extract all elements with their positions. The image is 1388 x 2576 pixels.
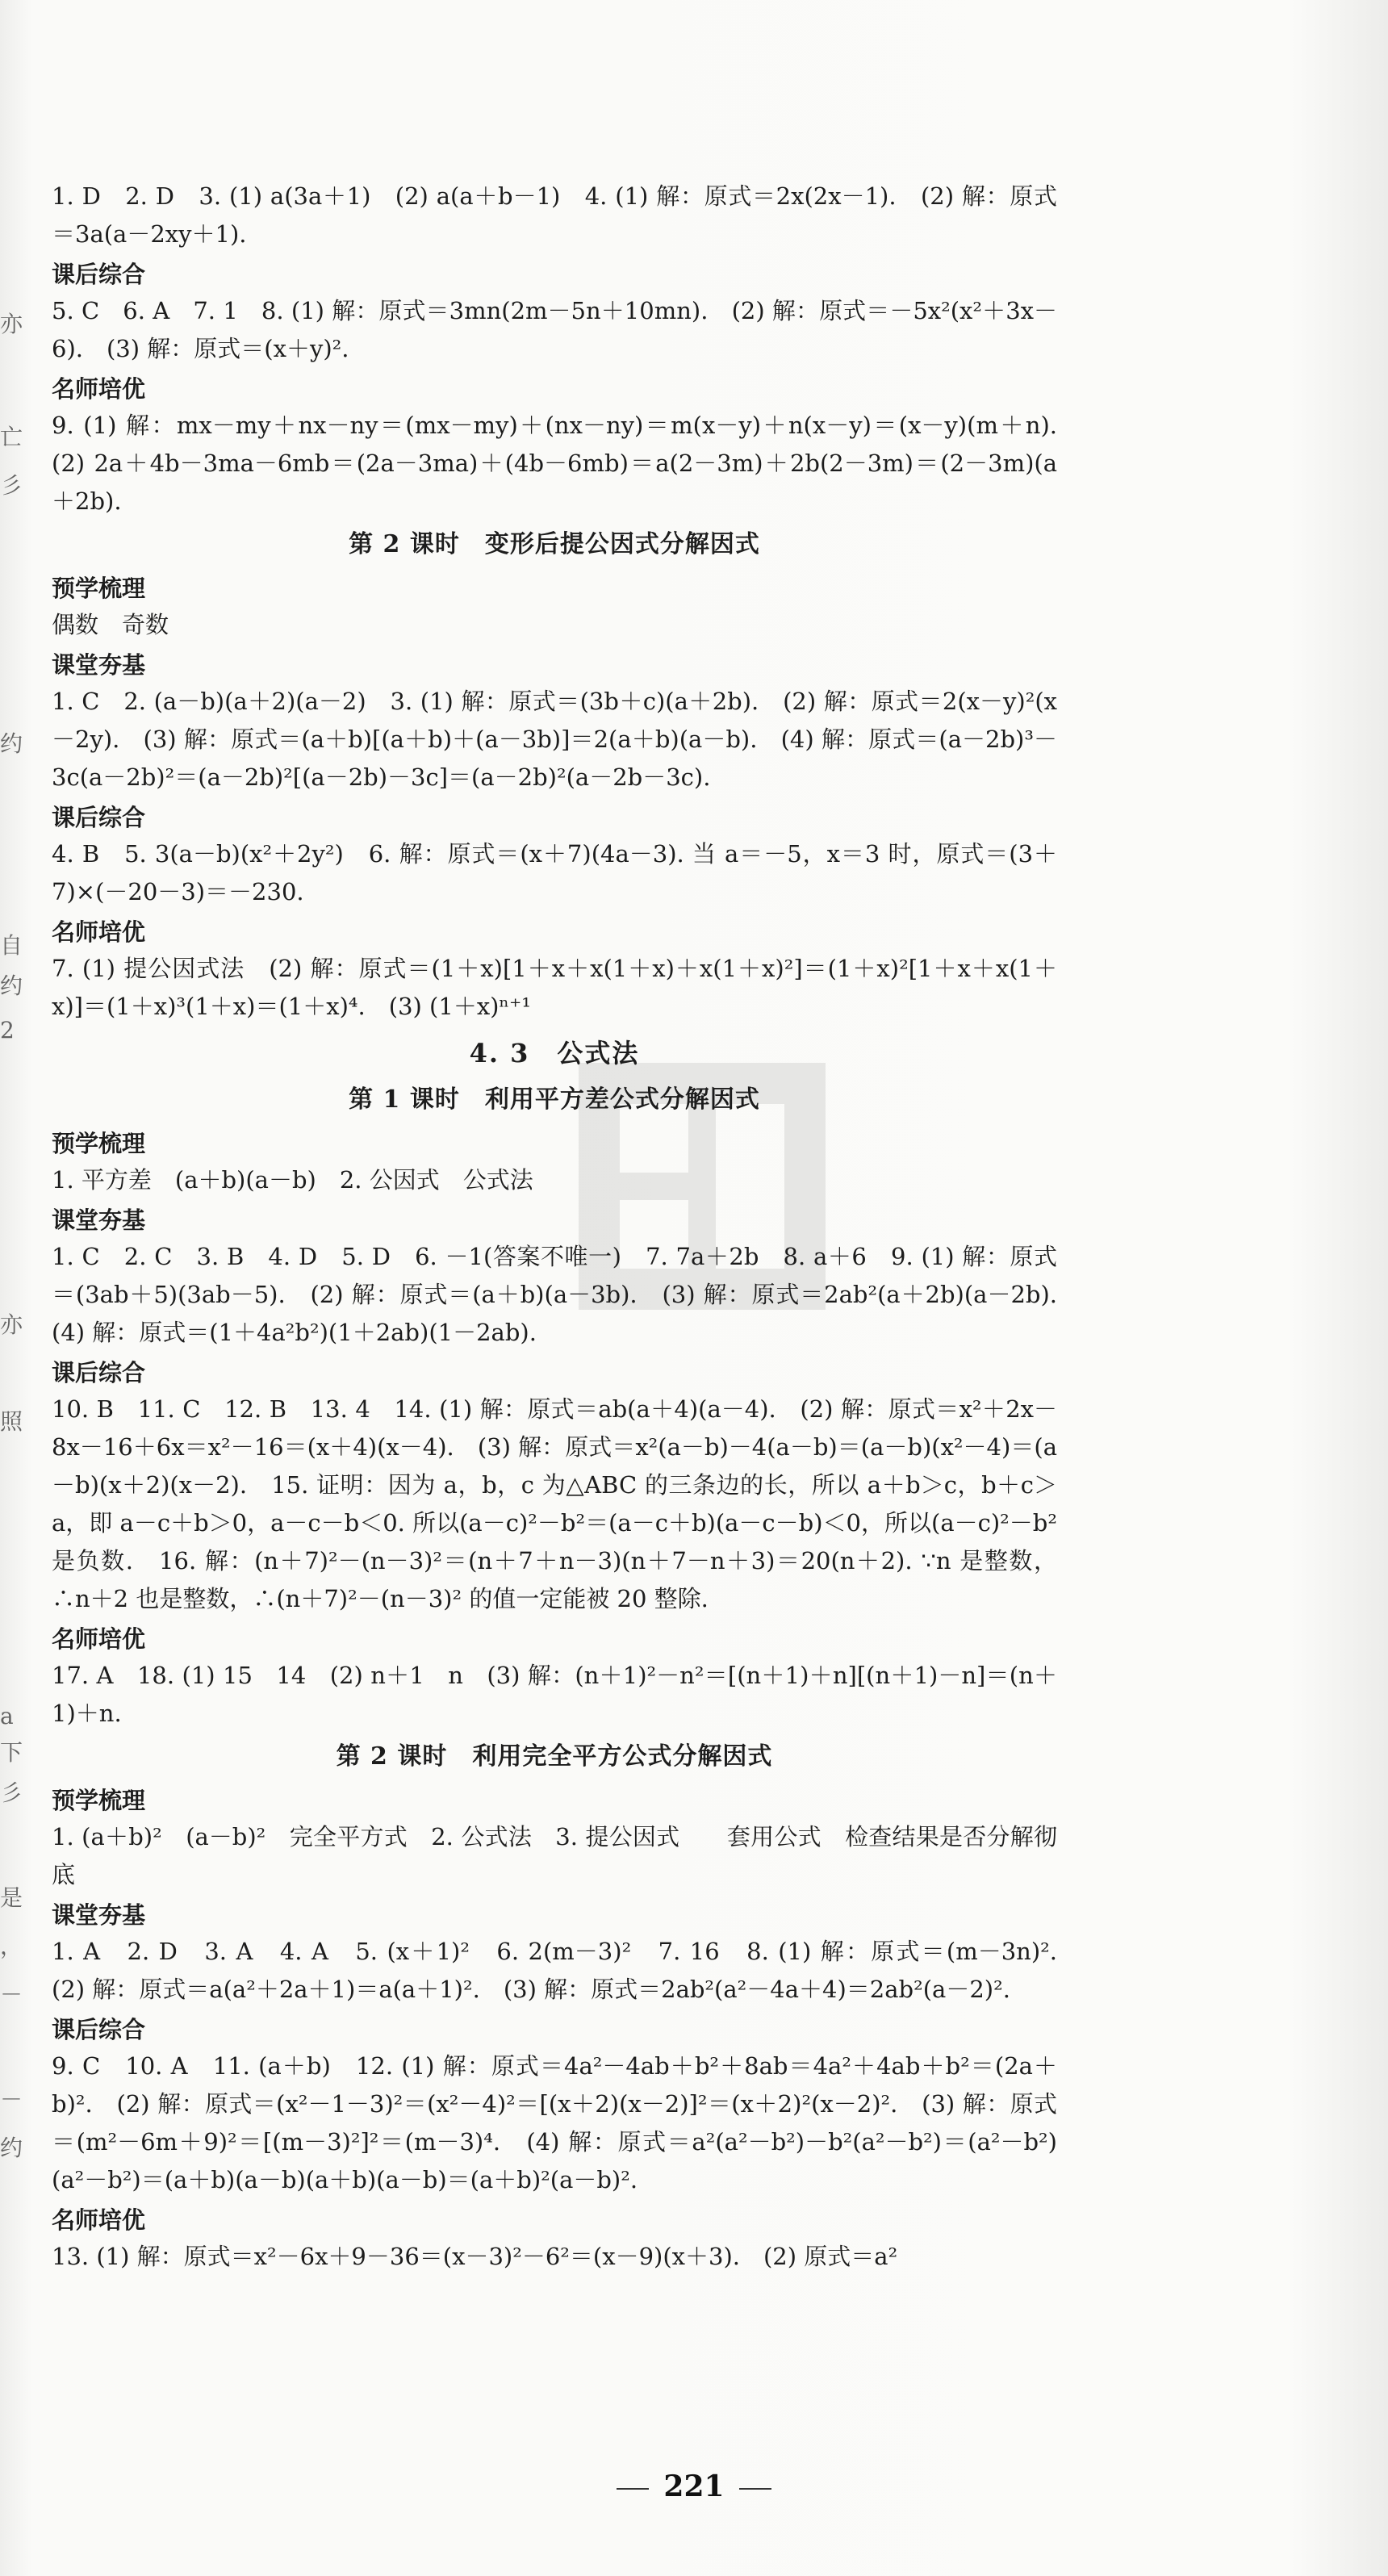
lesson-title: 第 2 课时 利用完全平方公式分解因式	[336, 1742, 773, 1771]
answer-paragraph: 1. A 2. D 3. A 4. A 5. (x＋1)² 6. 2(m－3)² 7. 16 8. (1) 解：原式＝(m－3n)². (2) 解：原式＝a(a²＋2a＋1)＝a(a＋1)². (3) 解：原式＝2ab²(a²－4a＋4)＝2ab²(a－2)².	[52, 1938, 1081, 2003]
page-number-dash-right	[739, 2488, 771, 2490]
answer-paragraph: 10. B 11. C 12. B 13. 4 14. (1) 解：原式＝ab(a＋4)(a－4). (2) 解：原式＝x²＋2x－8x－16＋6x＝x²－16＝(x＋4)(x－4). (3) 解：原式＝x²(a－b)－4(a－b)＝(a－b)(x²－4)＝(a－b)(x＋2)(x－2). 15. 证明：因为 a，b，c 为△ABC 的三条边的长，所以 a＋b＞c，b＋c＞a，即 a－c＋b＞0，a－c－b＜0. 所以(a－c)²－b²＝(a－c＋b)(a－c－b)＜0，所以(a－c)²－b² 是负数. 16. 解：(n＋7)²－(n－3)²＝(n＋7＋n－3)(n＋7－n＋3)＝20(n＋2). ∵n 是整数，∴n＋2 也是整数，∴(n＋7)²－(n－3)² 的值一定能被 20 整除.	[52, 1395, 1057, 1612]
answer-paragraph: 4. B 5. 3(a－b)(x²＋2y²) 6. 解：原式＝(x＋7)(4a－3). 当 a＝－5，x＝3 时，原式＝(3＋7)×(－20－3)＝－230.	[52, 840, 1057, 905]
subsection-heading: 名师培优	[52, 1625, 146, 1653]
section-title: 4. 3 公式法	[469, 1038, 640, 1068]
margin-bleed-char: －	[0, 2086, 23, 2113]
margin-bleed-char: 彡	[0, 472, 23, 499]
subsection-heading: 课堂夯基	[52, 1206, 146, 1234]
margin-bleed-char: 亡	[0, 424, 23, 450]
subsection-heading: 课后综合	[52, 261, 146, 288]
subsection-heading: 名师培优	[52, 918, 146, 946]
subsection-heading: 课堂夯基	[52, 651, 146, 679]
subsection-heading: 课堂夯基	[52, 1901, 146, 1929]
answer-paragraph: 1. D 2. D 3. (1) a(3a＋1) (2) a(a＋b－1) 4. (1) 解：原式＝2x(2x－1). (2) 解：原式＝3a(a－2xy＋1).	[52, 182, 1057, 248]
answer-paragraph: 1. (a＋b)² (a－b)² 完全平方式 2. 公式法 3. 提公因式 套用公式 检查结果是否分解彻底	[52, 1823, 1057, 1888]
margin-bleed-char: 自	[0, 932, 23, 959]
subsection-heading: 课后综合	[52, 804, 146, 831]
answer-paragraph: 5. C 6. A 7. 1 8. (1) 解：原式＝3mn(2m－5n＋10mn). (2) 解：原式＝－5x²(x²＋3x－6). (3) 解：原式＝(x＋y)².	[52, 297, 1057, 362]
margin-bleed-char: －	[0, 1981, 23, 2008]
subsection-heading: 课后综合	[52, 2016, 146, 2043]
answer-paragraph: 9. (1) 解：mx－my＋nx－ny＝(mx－my)＋(nx－ny)＝m(x－y)＋n(x－y)＝(x－y)(m＋n). (2) 2a＋4b－3ma－6mb＝(2a－3ma)＋(4b－6mb)＝a(2－3m)＋2b(2－3m)＝(2－3m)(a＋2b).	[52, 412, 1081, 515]
answer-paragraph: 7. (1) 提公因式法 (2) 解：原式＝(1＋x)[1＋x＋x(1＋x)＋x(1＋x)²]＝(1＋x)²[1＋x＋x(1＋x)]＝(1＋x)³(1＋x)＝(1＋x)⁴. (3) (1＋x)ⁿ⁺¹	[52, 955, 1057, 1020]
answer-paragraph: 9. C 10. A 11. (a＋b) 12. (1) 解：原式＝4a²－4ab＋b²＋8ab＝4a²＋4ab＋b²＝(2a＋b)². (2) 解：原式＝(x²－1－3)²＝(x²－4)²＝[(x＋2)(x－2)]²＝(x＋2)²(x－2)². (3) 解：原式＝(m²－6m＋9)²＝[(m－3)²]²＝(m－3)⁴. (4) 解：原式＝a²(a²－b²)－b²(a²－b²)＝(a²－b²)(a²－b²)＝(a＋b)(a－b)(a＋b)(a－b)＝(a＋b)²(a－b)².	[52, 2052, 1057, 2193]
page-number-dash-left	[617, 2488, 649, 2490]
margin-bleed-char: 2	[0, 1017, 15, 1043]
subsection-heading: 名师培优	[52, 2206, 146, 2234]
lesson-title: 第 2 课时 变形后提公因式分解因式	[349, 530, 760, 558]
margin-bleed-char: 亦	[0, 311, 23, 337]
page-number	[0, 2469, 1388, 2503]
margin-bleed-char: 下	[0, 1739, 23, 1766]
subsection-heading: 预学梳理	[52, 575, 146, 602]
answer-paragraph: 13. (1) 解：原式＝x²－6x＋9－36＝(x－3)²－6²＝(x－9)(x＋3). (2) 原式＝a²	[52, 2243, 898, 2270]
page-number-value: 221	[663, 2469, 725, 2503]
lesson-title: 第 1 课时 利用平方差公式分解因式	[349, 1085, 760, 1114]
subsection-heading: 预学梳理	[52, 1787, 146, 1814]
answer-paragraph: 1. C 2. (a－b)(a＋2)(a－2) 3. (1) 解：原式＝(3b＋c)(a＋2b). (2) 解：原式＝2(x－y)²(x－2y). (3) 解：原式＝(a＋b)[(a＋b)＋(a－3b)]＝2(a＋b)(a－b). (4) 解：原式＝(a－2b)³－3c(a－2b)²＝(a－2b)²[(a－2b)－3c]＝(a－2b)²(a－2b－3c).	[52, 688, 1057, 791]
answer-paragraph: 1. 平方差 (a＋b)(a－b) 2. 公因式 公式法	[52, 1166, 533, 1194]
subsection-heading: 预学梳理	[52, 1130, 146, 1157]
margin-bleed-char: 彡	[0, 1779, 23, 1806]
answer-paragraph: 17. A 18. (1) 15 14 (2) n＋1 n (3) 解：(n＋1)²－n²＝[(n＋1)＋n][(n＋1)－n]＝(n＋1)＋n.	[52, 1662, 1057, 1727]
subsection-heading: 课后综合	[52, 1359, 146, 1386]
margin-bleed-char: 约	[0, 730, 23, 757]
margin-bleed-char: a	[0, 1703, 14, 1729]
margin-bleed-char: 是	[0, 1884, 23, 1911]
subsection-heading: 名师培优	[52, 375, 146, 403]
left-margin-bleed-text	[0, 0, 23, 2576]
margin-bleed-char: 约	[0, 972, 23, 999]
answer-key-content	[52, 178, 1081, 2276]
margin-bleed-char: 照	[0, 1408, 23, 1435]
margin-bleed-char: 亦	[0, 1311, 23, 1338]
answer-paragraph: 1. C 2. C 3. B 4. D 5. D 6. －1(答案不唯一) 7. 7a＋2b 8. a＋6 9. (1) 解：原式＝(3ab＋5)(3ab－5). (2) 解：原式＝(a＋b)(a－3b). (3) 解：原式＝2ab²(a＋2b)(a－2b). (4) 解：原式＝(1＋4a²b²)(1＋2ab)(1－2ab).	[52, 1243, 1081, 1346]
answer-paragraph: 偶数 奇数	[52, 611, 169, 638]
margin-bleed-char: 约	[0, 2135, 23, 2161]
margin-bleed-char: ，	[0, 1933, 23, 1959]
